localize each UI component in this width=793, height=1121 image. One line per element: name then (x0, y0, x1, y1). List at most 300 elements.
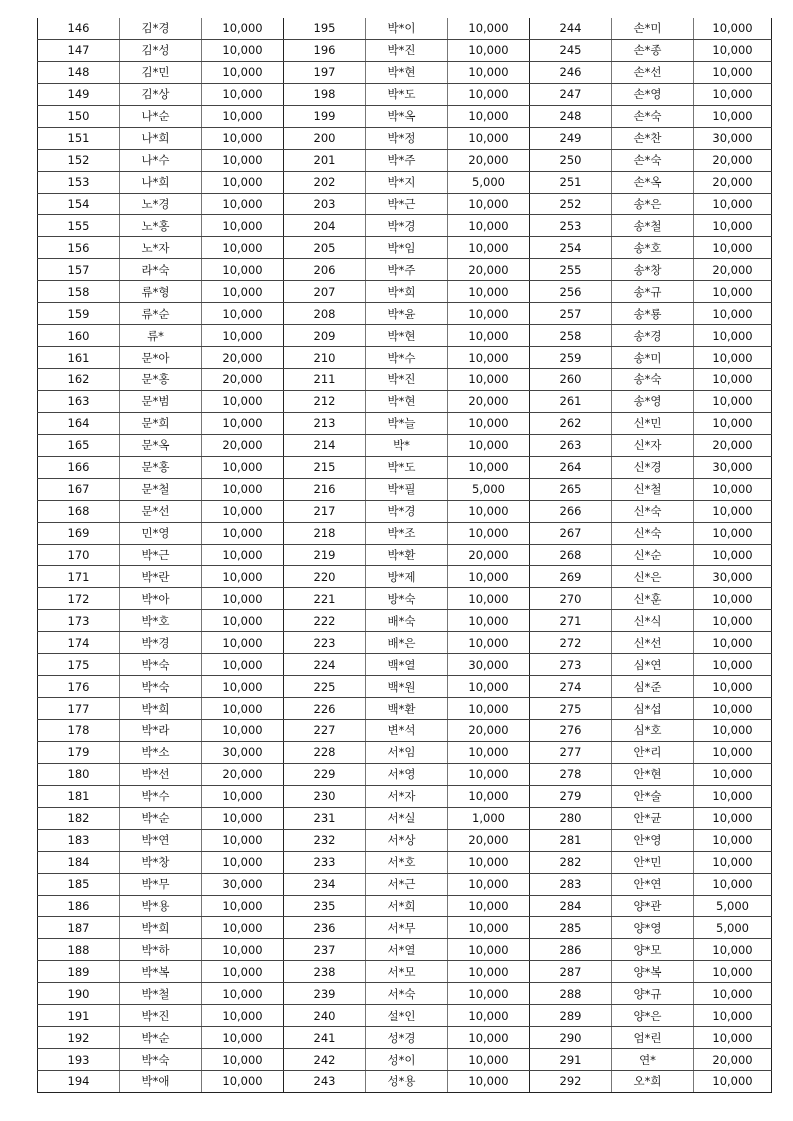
amount-cell: 20,000 (448, 544, 530, 566)
table-row (38, 654, 772, 676)
name-cell: 류*형 (120, 281, 202, 303)
name-cell: 박*도 (366, 456, 448, 478)
table-row (38, 390, 772, 412)
amount-cell: 10,000 (448, 193, 530, 215)
amount-cell: 1,000 (448, 807, 530, 829)
name-cell: 성*용 (366, 1071, 448, 1093)
number-cell: 228 (284, 741, 366, 763)
name-cell: 박*늘 (366, 412, 448, 434)
number-cell: 214 (284, 434, 366, 456)
name-cell: 박*숙 (120, 654, 202, 676)
amount-cell: 10,000 (202, 807, 284, 829)
number-cell: 278 (530, 763, 612, 785)
name-cell: 송*은 (612, 193, 694, 215)
amount-cell: 10,000 (448, 325, 530, 347)
number-cell: 188 (38, 939, 120, 961)
number-cell: 287 (530, 961, 612, 983)
amount-cell: 10,000 (202, 851, 284, 873)
table-row (38, 412, 772, 434)
name-cell: 박* (366, 434, 448, 456)
number-cell: 234 (284, 873, 366, 895)
name-cell: 양*영 (612, 917, 694, 939)
amount-cell: 10,000 (202, 895, 284, 917)
number-cell: 170 (38, 544, 120, 566)
number-cell: 165 (38, 434, 120, 456)
table-row (38, 1049, 772, 1071)
name-cell: 서*실 (366, 807, 448, 829)
number-cell: 256 (530, 281, 612, 303)
amount-cell: 10,000 (694, 215, 772, 237)
number-cell: 194 (38, 1071, 120, 1093)
amount-cell: 10,000 (202, 18, 284, 39)
name-cell: 방*숙 (366, 588, 448, 610)
amount-cell: 10,000 (202, 720, 284, 742)
name-cell: 안*리 (612, 741, 694, 763)
name-cell: 라*숙 (120, 259, 202, 281)
amount-cell: 10,000 (694, 105, 772, 127)
amount-cell: 10,000 (448, 215, 530, 237)
table-row (38, 983, 772, 1005)
number-cell: 190 (38, 983, 120, 1005)
number-cell: 222 (284, 610, 366, 632)
name-cell: 박*희 (120, 698, 202, 720)
amount-cell: 10,000 (694, 873, 772, 895)
number-cell: 271 (530, 610, 612, 632)
name-cell: 양*은 (612, 1005, 694, 1027)
amount-cell: 10,000 (694, 281, 772, 303)
amount-cell: 10,000 (202, 478, 284, 500)
table-row (38, 939, 772, 961)
name-cell: 백*열 (366, 654, 448, 676)
table-row (38, 807, 772, 829)
number-cell: 239 (284, 983, 366, 1005)
amount-cell: 10,000 (448, 347, 530, 369)
name-cell: 박*순 (120, 1027, 202, 1049)
amount-cell: 10,000 (694, 478, 772, 500)
amount-cell: 10,000 (448, 500, 530, 522)
number-cell: 191 (38, 1005, 120, 1027)
number-cell: 176 (38, 676, 120, 698)
name-cell: 박*하 (120, 939, 202, 961)
name-cell: 변*석 (366, 720, 448, 742)
name-cell: 박*란 (120, 566, 202, 588)
number-cell: 262 (530, 412, 612, 434)
number-cell: 250 (530, 149, 612, 171)
amount-cell: 10,000 (448, 851, 530, 873)
amount-cell: 10,000 (694, 939, 772, 961)
name-cell: 백*환 (366, 698, 448, 720)
name-cell: 서*호 (366, 851, 448, 873)
name-cell: 신*숙 (612, 500, 694, 522)
number-cell: 236 (284, 917, 366, 939)
table-row (38, 281, 772, 303)
name-cell: 박*라 (120, 720, 202, 742)
table-row (38, 851, 772, 873)
number-cell: 237 (284, 939, 366, 961)
name-cell: 안*영 (612, 829, 694, 851)
amount-cell: 10,000 (448, 588, 530, 610)
name-cell: 심*연 (612, 654, 694, 676)
number-cell: 241 (284, 1027, 366, 1049)
number-cell: 192 (38, 1027, 120, 1049)
name-cell: 심*섭 (612, 698, 694, 720)
number-cell: 154 (38, 193, 120, 215)
table-row (38, 193, 772, 215)
name-cell: 박*현 (366, 390, 448, 412)
table-row (38, 785, 772, 807)
number-cell: 151 (38, 127, 120, 149)
amount-cell: 10,000 (202, 127, 284, 149)
number-cell: 283 (530, 873, 612, 895)
name-cell: 송*창 (612, 259, 694, 281)
amount-cell: 10,000 (202, 456, 284, 478)
amount-cell: 10,000 (694, 588, 772, 610)
amount-cell: 10,000 (694, 763, 772, 785)
number-cell: 215 (284, 456, 366, 478)
name-cell: 서*숙 (366, 983, 448, 1005)
number-cell: 264 (530, 456, 612, 478)
number-cell: 219 (284, 544, 366, 566)
amount-cell: 10,000 (448, 1071, 530, 1093)
table-row (38, 369, 772, 391)
name-cell: 박*조 (366, 522, 448, 544)
name-cell: 신*민 (612, 412, 694, 434)
name-cell: 박*순 (120, 807, 202, 829)
name-cell: 박*도 (366, 83, 448, 105)
name-cell: 노*홍 (120, 215, 202, 237)
name-cell: 손*미 (612, 18, 694, 39)
number-cell: 213 (284, 412, 366, 434)
name-cell: 박*경 (366, 500, 448, 522)
table-row (38, 873, 772, 895)
amount-cell: 10,000 (202, 588, 284, 610)
number-cell: 248 (530, 105, 612, 127)
name-cell: 문*아 (120, 347, 202, 369)
amount-cell: 10,000 (694, 610, 772, 632)
name-cell: 박*윤 (366, 303, 448, 325)
amount-cell: 10,000 (694, 500, 772, 522)
number-cell: 288 (530, 983, 612, 1005)
amount-cell: 20,000 (202, 763, 284, 785)
amount-cell: 10,000 (448, 1005, 530, 1027)
amount-cell: 10,000 (448, 917, 530, 939)
name-cell: 박*수 (120, 785, 202, 807)
name-cell: 나*희 (120, 171, 202, 193)
number-cell: 163 (38, 390, 120, 412)
name-cell: 손*숙 (612, 105, 694, 127)
number-cell: 291 (530, 1049, 612, 1071)
number-cell: 220 (284, 566, 366, 588)
number-cell: 274 (530, 676, 612, 698)
amount-cell: 10,000 (694, 61, 772, 83)
amount-cell: 5,000 (448, 478, 530, 500)
number-cell: 193 (38, 1049, 120, 1071)
number-cell: 180 (38, 763, 120, 785)
amount-cell: 10,000 (694, 390, 772, 412)
number-cell: 266 (530, 500, 612, 522)
table-row (38, 83, 772, 105)
name-cell: 김*상 (120, 83, 202, 105)
number-cell: 181 (38, 785, 120, 807)
number-cell: 158 (38, 281, 120, 303)
name-cell: 엄*린 (612, 1027, 694, 1049)
number-cell: 206 (284, 259, 366, 281)
table-row (38, 917, 772, 939)
amount-cell: 10,000 (694, 676, 772, 698)
amount-cell: 5,000 (694, 895, 772, 917)
amount-cell: 10,000 (448, 1049, 530, 1071)
name-cell: 박*복 (120, 961, 202, 983)
name-cell: 성*경 (366, 1027, 448, 1049)
name-cell: 박*주 (366, 149, 448, 171)
name-cell: 박*소 (120, 741, 202, 763)
name-cell: 박*경 (120, 632, 202, 654)
amount-cell: 10,000 (448, 369, 530, 391)
name-cell: 박*연 (120, 829, 202, 851)
number-cell: 226 (284, 698, 366, 720)
number-cell: 218 (284, 522, 366, 544)
number-cell: 273 (530, 654, 612, 676)
number-cell: 230 (284, 785, 366, 807)
amount-cell: 10,000 (202, 237, 284, 259)
name-cell: 박*지 (366, 171, 448, 193)
name-cell: 송*경 (612, 325, 694, 347)
number-cell: 251 (530, 171, 612, 193)
amount-cell: 10,000 (202, 698, 284, 720)
amount-cell: 10,000 (694, 39, 772, 61)
name-cell: 박*숙 (120, 676, 202, 698)
amount-cell: 10,000 (448, 961, 530, 983)
number-cell: 233 (284, 851, 366, 873)
number-cell: 223 (284, 632, 366, 654)
table-row (38, 18, 772, 39)
number-cell: 168 (38, 500, 120, 522)
name-cell: 송*규 (612, 281, 694, 303)
number-cell: 202 (284, 171, 366, 193)
amount-cell: 10,000 (202, 83, 284, 105)
amount-cell: 10,000 (202, 1005, 284, 1027)
table-row (38, 763, 772, 785)
amount-cell: 20,000 (448, 259, 530, 281)
table-row (38, 61, 772, 83)
number-cell: 147 (38, 39, 120, 61)
amount-cell: 10,000 (448, 763, 530, 785)
name-cell: 안*민 (612, 851, 694, 873)
amount-cell: 10,000 (448, 676, 530, 698)
name-cell: 신*숙 (612, 522, 694, 544)
amount-cell: 10,000 (202, 259, 284, 281)
amount-cell: 10,000 (202, 215, 284, 237)
amount-cell: 10,000 (694, 83, 772, 105)
number-cell: 187 (38, 917, 120, 939)
number-cell: 179 (38, 741, 120, 763)
number-cell: 270 (530, 588, 612, 610)
name-cell: 신*철 (612, 478, 694, 500)
table-row (38, 500, 772, 522)
amount-cell: 10,000 (448, 566, 530, 588)
amount-cell: 10,000 (694, 412, 772, 434)
table-row (38, 303, 772, 325)
name-cell: 박*선 (120, 763, 202, 785)
name-cell: 손*숙 (612, 149, 694, 171)
number-cell: 238 (284, 961, 366, 983)
name-cell: 박*현 (366, 61, 448, 83)
amount-cell: 20,000 (202, 347, 284, 369)
amount-cell: 10,000 (448, 895, 530, 917)
name-cell: 노*자 (120, 237, 202, 259)
amount-cell: 10,000 (694, 1027, 772, 1049)
table-row (38, 105, 772, 127)
number-cell: 242 (284, 1049, 366, 1071)
table-row (38, 434, 772, 456)
number-cell: 196 (284, 39, 366, 61)
table-row (38, 1005, 772, 1027)
amount-cell: 10,000 (448, 303, 530, 325)
amount-cell: 10,000 (202, 39, 284, 61)
name-cell: 서*희 (366, 895, 448, 917)
number-cell: 231 (284, 807, 366, 829)
amount-cell: 10,000 (694, 347, 772, 369)
number-cell: 189 (38, 961, 120, 983)
number-cell: 235 (284, 895, 366, 917)
name-cell: 박*진 (366, 369, 448, 391)
name-cell: 노*경 (120, 193, 202, 215)
number-cell: 258 (530, 325, 612, 347)
number-cell: 243 (284, 1071, 366, 1093)
number-cell: 255 (530, 259, 612, 281)
name-cell: 성*이 (366, 1049, 448, 1071)
amount-cell: 10,000 (202, 829, 284, 851)
number-cell: 155 (38, 215, 120, 237)
number-cell: 285 (530, 917, 612, 939)
name-cell: 배*은 (366, 632, 448, 654)
name-cell: 양*복 (612, 961, 694, 983)
number-cell: 224 (284, 654, 366, 676)
amount-cell: 10,000 (448, 785, 530, 807)
amount-cell: 10,000 (202, 281, 284, 303)
amount-cell: 5,000 (448, 171, 530, 193)
amount-cell: 10,000 (202, 412, 284, 434)
number-cell: 203 (284, 193, 366, 215)
number-cell: 146 (38, 18, 120, 39)
number-cell: 279 (530, 785, 612, 807)
name-cell: 박*용 (120, 895, 202, 917)
name-cell: 신*선 (612, 632, 694, 654)
name-cell: 박*진 (366, 39, 448, 61)
name-cell: 나*수 (120, 149, 202, 171)
name-cell: 박*진 (120, 1005, 202, 1027)
amount-cell: 10,000 (694, 544, 772, 566)
amount-cell: 10,000 (694, 961, 772, 983)
number-cell: 178 (38, 720, 120, 742)
amount-cell: 10,000 (448, 127, 530, 149)
name-cell: 문*홍 (120, 456, 202, 478)
amount-cell: 10,000 (448, 610, 530, 632)
donor-table (37, 18, 772, 1093)
amount-cell: 20,000 (202, 434, 284, 456)
name-cell: 박*애 (120, 1071, 202, 1093)
name-cell: 서*무 (366, 917, 448, 939)
amount-cell: 10,000 (694, 983, 772, 1005)
name-cell: 안*현 (612, 763, 694, 785)
name-cell: 신*경 (612, 456, 694, 478)
number-cell: 249 (530, 127, 612, 149)
name-cell: 송*숙 (612, 369, 694, 391)
name-cell: 안*술 (612, 785, 694, 807)
table-row (38, 237, 772, 259)
amount-cell: 20,000 (448, 829, 530, 851)
amount-cell: 10,000 (448, 61, 530, 83)
number-cell: 268 (530, 544, 612, 566)
name-cell: 서*열 (366, 939, 448, 961)
amount-cell: 10,000 (202, 785, 284, 807)
table-row (38, 676, 772, 698)
amount-cell: 20,000 (694, 171, 772, 193)
name-cell: 손*종 (612, 39, 694, 61)
table-row (38, 829, 772, 851)
number-cell: 162 (38, 369, 120, 391)
name-cell: 문*철 (120, 478, 202, 500)
table-row (38, 698, 772, 720)
name-cell: 송*미 (612, 347, 694, 369)
amount-cell: 20,000 (694, 149, 772, 171)
table-row (38, 741, 772, 763)
name-cell: 류* (120, 325, 202, 347)
amount-cell: 10,000 (448, 632, 530, 654)
number-cell: 229 (284, 763, 366, 785)
amount-cell: 10,000 (448, 105, 530, 127)
number-cell: 166 (38, 456, 120, 478)
name-cell: 심*준 (612, 676, 694, 698)
name-cell: 안*균 (612, 807, 694, 829)
amount-cell: 10,000 (694, 720, 772, 742)
amount-cell: 10,000 (448, 983, 530, 1005)
name-cell: 박*무 (120, 873, 202, 895)
amount-cell: 10,000 (448, 698, 530, 720)
name-cell: 서*임 (366, 741, 448, 763)
number-cell: 265 (530, 478, 612, 500)
name-cell: 류*순 (120, 303, 202, 325)
table-row (38, 961, 772, 983)
amount-cell: 20,000 (448, 149, 530, 171)
amount-cell: 10,000 (694, 522, 772, 544)
number-cell: 157 (38, 259, 120, 281)
name-cell: 신*자 (612, 434, 694, 456)
name-cell: 배*숙 (366, 610, 448, 632)
amount-cell: 10,000 (694, 698, 772, 720)
number-cell: 282 (530, 851, 612, 873)
amount-cell: 10,000 (202, 610, 284, 632)
name-cell: 양*모 (612, 939, 694, 961)
amount-cell: 10,000 (694, 829, 772, 851)
number-cell: 207 (284, 281, 366, 303)
table-row (38, 610, 772, 632)
amount-cell: 10,000 (202, 654, 284, 676)
table-row (38, 347, 772, 369)
name-cell: 손*선 (612, 61, 694, 83)
number-cell: 169 (38, 522, 120, 544)
number-cell: 275 (530, 698, 612, 720)
amount-cell: 10,000 (448, 281, 530, 303)
amount-cell: 20,000 (448, 390, 530, 412)
table-row (38, 149, 772, 171)
name-cell: 박*정 (366, 127, 448, 149)
name-cell: 나*순 (120, 105, 202, 127)
name-cell: 박*옥 (366, 105, 448, 127)
number-cell: 161 (38, 347, 120, 369)
amount-cell: 10,000 (694, 1005, 772, 1027)
amount-cell: 10,000 (202, 676, 284, 698)
